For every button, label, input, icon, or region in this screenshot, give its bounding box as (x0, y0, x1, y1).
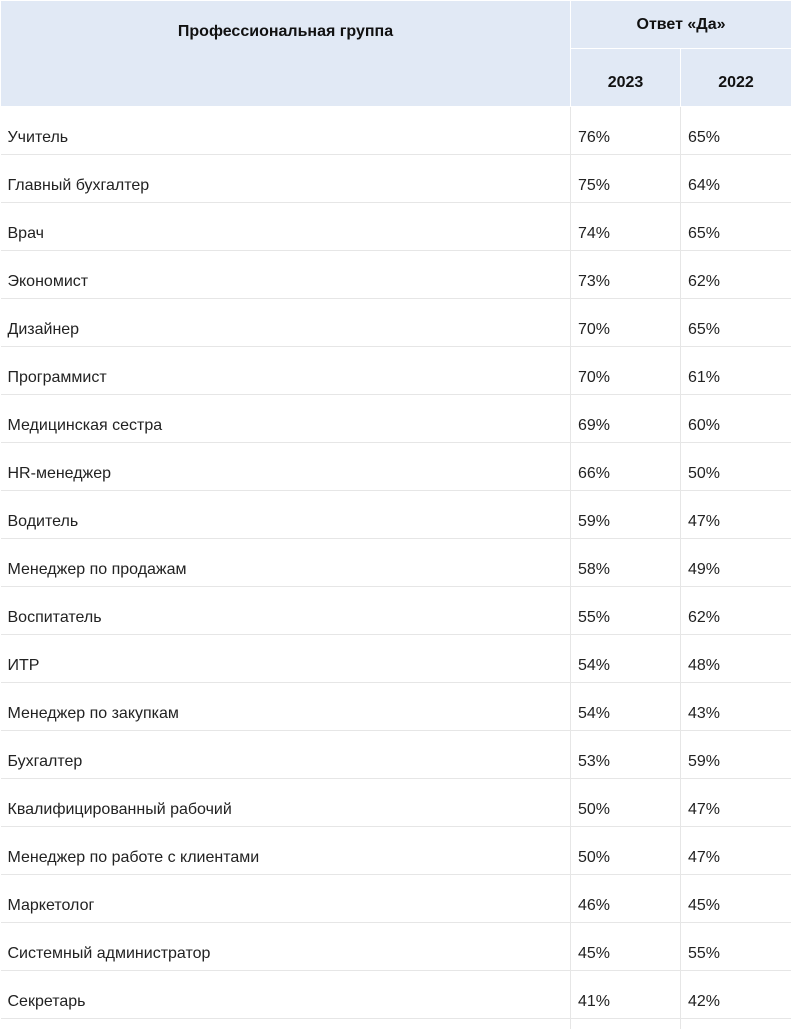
table-row (1, 875, 791, 923)
value-2022-cell: 47% (681, 491, 791, 539)
profession-cell: Секретарь (1, 971, 571, 1019)
value-2022-cell: 47% (681, 827, 791, 875)
value-2022-cell: 43% (681, 683, 791, 731)
profession-cell: Учитель (1, 107, 571, 155)
value-2023-cell: 50% (571, 779, 681, 827)
empty-cell (1, 1019, 571, 1029)
table-row (1, 203, 791, 251)
value-2023-cell: 70% (571, 299, 681, 347)
column-header-year-2022: 2022 (681, 49, 791, 107)
table-row (1, 491, 791, 539)
value-2022-cell: 61% (681, 347, 791, 395)
table-row (1, 587, 791, 635)
profession-cell: Системный администратор (1, 923, 571, 971)
value-2022-cell: 60% (681, 395, 791, 443)
value-2023-cell: 76% (571, 107, 681, 155)
table-row (1, 923, 791, 971)
value-2023-cell: 54% (571, 635, 681, 683)
value-2023-cell: 58% (571, 539, 681, 587)
table-header (1, 1, 791, 107)
value-2023-cell: 73% (571, 251, 681, 299)
empty-cell (681, 1019, 791, 1029)
value-2022-cell: 65% (681, 299, 791, 347)
value-2022-cell: 62% (681, 587, 791, 635)
value-2023-cell: 66% (571, 443, 681, 491)
table-row (1, 155, 791, 203)
profession-cell: Менеджер по закупкам (1, 683, 571, 731)
table-row (1, 299, 791, 347)
profession-cell: Экономист (1, 251, 571, 299)
value-2022-cell: 65% (681, 203, 791, 251)
value-2022-cell: 45% (681, 875, 791, 923)
profession-cell: Воспитатель (1, 587, 571, 635)
value-2022-cell: 64% (681, 155, 791, 203)
table-row (1, 251, 791, 299)
value-2023-cell: 74% (571, 203, 681, 251)
table-row (1, 347, 791, 395)
column-header-profession: Профессиональная группа (1, 1, 571, 107)
value-2022-cell: 42% (681, 971, 791, 1019)
value-2022-cell: 62% (681, 251, 791, 299)
empty-cell (571, 1019, 681, 1029)
profession-cell: Врач (1, 203, 571, 251)
table-row (1, 683, 791, 731)
profession-cell: HR-менеджер (1, 443, 571, 491)
profession-cell: Маркетолог (1, 875, 571, 923)
value-2022-cell: 50% (681, 443, 791, 491)
profession-cell: Квалифицированный рабочий (1, 779, 571, 827)
value-2022-cell: 47% (681, 779, 791, 827)
value-2023-cell: 59% (571, 491, 681, 539)
profession-cell: Главный бухгалтер (1, 155, 571, 203)
value-2023-cell: 45% (571, 923, 681, 971)
table-row (1, 443, 791, 491)
profession-cell: Менеджер по работе с клиентами (1, 827, 571, 875)
value-2022-cell: 49% (681, 539, 791, 587)
profession-cell: Программист (1, 347, 571, 395)
value-2022-cell: 65% (681, 107, 791, 155)
table-row (1, 539, 791, 587)
value-2023-cell: 53% (571, 731, 681, 779)
profession-cell: Медицинская сестра (1, 395, 571, 443)
value-2022-cell: 55% (681, 923, 791, 971)
value-2023-cell: 75% (571, 155, 681, 203)
profession-cell: Водитель (1, 491, 571, 539)
value-2022-cell: 48% (681, 635, 791, 683)
value-2023-cell: 55% (571, 587, 681, 635)
profession-cell: Менеджер по продажам (1, 539, 571, 587)
profession-cell: Дизайнер (1, 299, 571, 347)
table-row (1, 635, 791, 683)
column-header-year-2023: 2023 (571, 49, 681, 107)
table-row (1, 971, 791, 1019)
value-2023-cell: 70% (571, 347, 681, 395)
value-2022-cell: 59% (681, 731, 791, 779)
table-row (1, 107, 791, 155)
value-2023-cell: 46% (571, 875, 681, 923)
table-row (1, 395, 791, 443)
profession-cell: Бухгалтер (1, 731, 571, 779)
table-row-partial (1, 1019, 791, 1029)
table-row (1, 779, 791, 827)
value-2023-cell: 69% (571, 395, 681, 443)
column-header-answer: Ответ «Да» (571, 1, 791, 49)
value-2023-cell: 50% (571, 827, 681, 875)
table-body (1, 107, 791, 1029)
value-2023-cell: 41% (571, 971, 681, 1019)
table-row (1, 731, 791, 779)
value-2023-cell: 54% (571, 683, 681, 731)
table-row (1, 827, 791, 875)
profession-cell: ИТР (1, 635, 571, 683)
